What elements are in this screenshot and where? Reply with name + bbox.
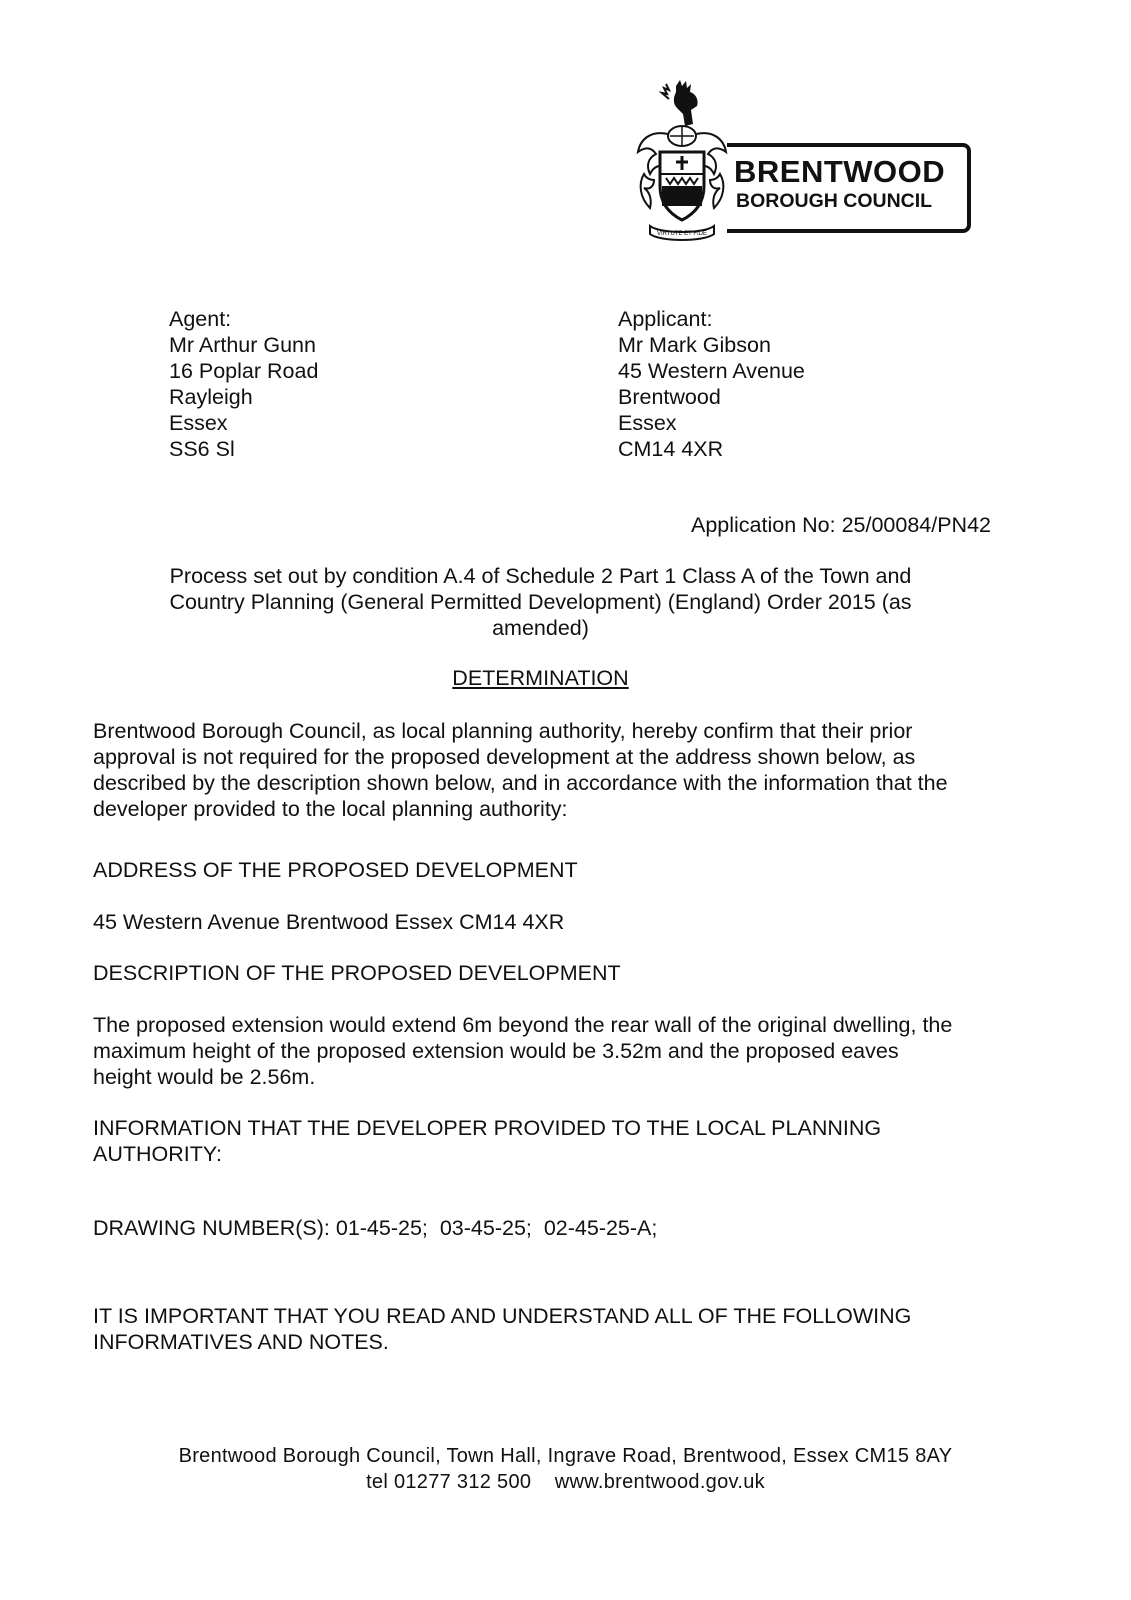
address-heading: ADDRESS OF THE PROPOSED DEVELOPMENT — [93, 858, 578, 882]
process-line: amended) — [492, 616, 589, 640]
address-value: 45 Western Avenue Brentwood Essex CM14 4XR — [93, 910, 565, 934]
determination-line: described by the description shown below, and in accordance with the information that the — [93, 771, 948, 795]
logo-motto: VIRTUTE ET FIDE — [656, 231, 708, 237]
description-heading: DESCRIPTION OF THE PROPOSED DEVELOPMENT — [93, 961, 621, 985]
determination-line: developer provided to the local planning authority: — [93, 797, 568, 821]
determination-text — [93, 718, 1013, 822]
agent-address — [169, 306, 318, 462]
drawing-numbers: DRAWING NUMBER(S): 01-45-25; 03-45-25; 02-45-25-A; — [93, 1216, 658, 1240]
agent-heading: Agent: — [169, 307, 232, 331]
description-line: height would be 2.56m. — [93, 1065, 316, 1089]
footer — [40, 1443, 1091, 1495]
council-logo — [632, 78, 977, 248]
determination-heading: DETERMINATION — [452, 666, 629, 690]
agent-line: Mr Arthur Gunn — [169, 333, 316, 357]
application-number: Application No: 25/00084/PN42 — [690, 513, 991, 537]
applicant-line: Essex — [618, 411, 677, 435]
agent-line: 16 Poplar Road — [169, 359, 319, 383]
process-line: Process set out by condition A.4 of Schedule 2 Part 1 Class A of the Town and — [169, 564, 912, 588]
agent-line: Rayleigh — [169, 385, 253, 409]
applicant-heading: Applicant: — [618, 307, 713, 331]
logo-subtitle: BOROUGH COUNCIL — [736, 190, 933, 212]
information-heading-line: INFORMATION THAT THE DEVELOPER PROVIDED TO THE LOCAL PLANNING — [93, 1116, 882, 1140]
determination-line: Brentwood Borough Council, as local planning authority, hereby confirm that their prior — [93, 719, 913, 743]
applicant-line: Mr Mark Gibson — [618, 333, 771, 357]
agent-line: SS6 Sl — [169, 437, 235, 461]
description-text — [93, 1012, 1013, 1090]
applicant-address — [618, 306, 805, 462]
applicant-line: CM14 4XR — [618, 437, 724, 461]
coat-of-arms-icon — [632, 78, 732, 248]
important-notice — [93, 1303, 911, 1355]
information-heading-line: AUTHORITY: — [93, 1142, 223, 1166]
process-line: Country Planning (General Permitted Development) (England) Order 2015 (as — [169, 590, 912, 614]
footer-contact: tel 01277 312 500 www.brentwood.gov.uk — [366, 1471, 765, 1493]
determination-line: approval is not required for the proposed development at the address shown below, as — [93, 745, 916, 769]
important-line: INFORMATIVES AND NOTES. — [93, 1330, 389, 1354]
applicant-line: Brentwood — [618, 385, 721, 409]
information-heading — [93, 1115, 881, 1167]
description-line: The proposed extension would extend 6m beyond the rear wall of the original dwelling, the — [93, 1013, 953, 1037]
applicant-line: 45 Western Avenue — [618, 359, 805, 383]
logo-name: BRENTWOOD — [734, 154, 946, 189]
process-statement — [93, 563, 988, 641]
important-line: IT IS IMPORTANT THAT YOU READ AND UNDERSTAND ALL OF THE FOLLOWING — [93, 1304, 912, 1328]
footer-address: Brentwood Borough Council, Town Hall, Ingrave Road, Brentwood, Essex CM15 8AY — [178, 1445, 953, 1467]
determination-heading-wrap — [93, 665, 988, 691]
description-line: maximum height of the proposed extension would be 3.52m and the proposed eaves — [93, 1039, 899, 1063]
agent-line: Essex — [169, 411, 228, 435]
